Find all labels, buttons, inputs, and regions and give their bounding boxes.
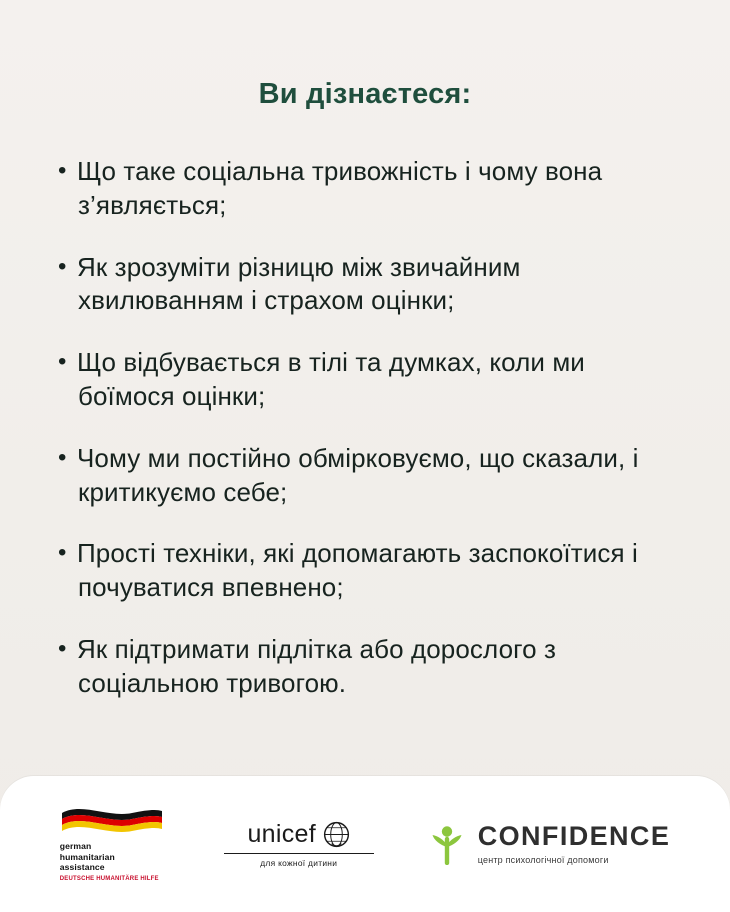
list-item-text: Прості техніки, які допомагають заспокоїтися і почуватися впевнено; bbox=[77, 538, 638, 603]
logo-confidence bbox=[426, 823, 671, 865]
unicef-globe-icon bbox=[323, 821, 350, 848]
list-item-text: Як підтримати підлітка або дорослого з соціальною тривогою. bbox=[77, 633, 557, 698]
gha-line-2: humanitarian bbox=[59, 851, 115, 862]
bullet-marker: • bbox=[58, 634, 67, 662]
list-item bbox=[58, 633, 672, 701]
list-item bbox=[58, 537, 672, 605]
list-item-text: Що таке соціальна тривожність і чому вона з’являється; bbox=[77, 156, 603, 220]
list-item-text: Як зрозуміти різницю між звичайним хвилюванням і страхом оцінки; bbox=[77, 251, 521, 316]
list-item bbox=[58, 155, 672, 223]
bullet-marker: • bbox=[58, 348, 67, 376]
gha-line-3: assistance bbox=[59, 862, 105, 873]
bullet-list bbox=[58, 155, 672, 701]
list-item-text: Що відбувається в тілі та думках, коли ми боїмося оцінки; bbox=[77, 347, 585, 411]
footer-logos bbox=[0, 776, 730, 912]
bullet-marker: • bbox=[58, 443, 67, 471]
page-title: Ви дізнаєтеся: bbox=[258, 78, 472, 110]
unicef-wordmark-row bbox=[247, 821, 350, 848]
gha-line-1: german bbox=[59, 841, 92, 852]
list-item bbox=[58, 346, 672, 414]
unicef-tagline: для кожної дитини bbox=[260, 857, 338, 868]
unicef-wordmark: unicef bbox=[247, 819, 316, 848]
logo-german-humanitarian-assistance bbox=[60, 806, 172, 881]
german-flag-icon bbox=[60, 806, 164, 836]
bullet-marker: • bbox=[58, 157, 67, 184]
unicef-divider bbox=[224, 853, 374, 854]
list-item-text: Чому ми постійно обмірковуємо, що сказали, і критикуємо себе; bbox=[77, 442, 639, 507]
confidence-person-icon bbox=[426, 823, 468, 865]
logo-unicef bbox=[224, 821, 374, 868]
list-item bbox=[58, 251, 672, 319]
bullet-marker: • bbox=[58, 252, 67, 280]
confidence-wordmark: CONFIDENCE bbox=[477, 821, 671, 851]
gha-subtitle: DEUTSCHE HUMANITÄRE HILFE bbox=[59, 875, 159, 882]
list-item bbox=[58, 442, 672, 510]
confidence-tagline: центр психологічної допомоги bbox=[477, 855, 609, 865]
bullet-marker: • bbox=[58, 539, 67, 567]
confidence-text-block bbox=[478, 823, 671, 865]
